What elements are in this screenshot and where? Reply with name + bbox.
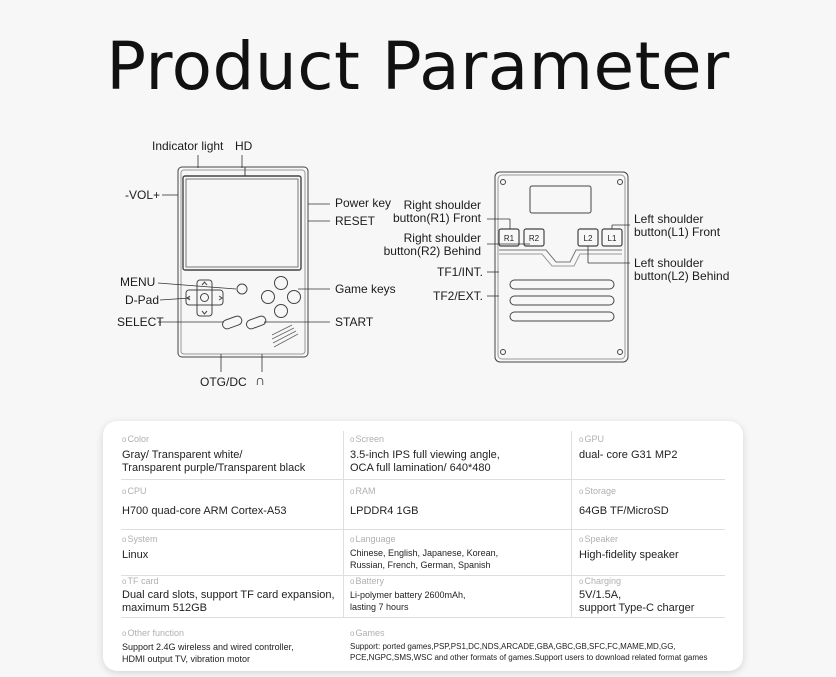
reset-label: RESET	[335, 214, 376, 228]
spec-other-function	[122, 628, 337, 665]
spec-value: High-fidelity speaker	[579, 549, 679, 561]
spec-key: o Other function	[122, 628, 337, 638]
spec-key: o Screen	[350, 434, 565, 444]
spec-value: 5V/1.5A, support Type-C charger	[579, 589, 695, 614]
hd-label: HD	[235, 139, 253, 153]
spec-key: o System	[122, 534, 337, 544]
l2-label-line2: button(L2) Behind	[634, 269, 730, 283]
menu-label: MENU	[120, 275, 156, 289]
indicator-light-label: Indicator light	[152, 139, 224, 153]
spec-value: dual- core G31 MP2	[579, 449, 678, 461]
spec-key: o Charging	[579, 576, 739, 586]
spec-storage	[579, 486, 739, 518]
l1-label-line2: button(L1) Front	[634, 225, 721, 239]
l2-label-line1: Left shoulder	[634, 256, 704, 270]
vol-label: -VOL+	[125, 188, 161, 202]
spec-key: o Storage	[579, 486, 739, 496]
l2-text: L2	[583, 234, 593, 243]
spec-value: Support: ported games,PSP,PS1,DC,NDS,ARCADE,GBA,GBC,GB,SFC,FC,MAME,MD,GG, PCE,NGPC,SMS,WSC and other formats of games.Support users to download related format games	[350, 642, 708, 662]
spec-value: Support 2.4G wireless and wired controller, HDMI output TV, vibration motor	[122, 642, 294, 664]
start-label: START	[335, 315, 374, 329]
l1-text: L1	[607, 234, 617, 243]
spec-speaker	[579, 534, 739, 562]
game-keys-label: Game keys	[335, 282, 396, 296]
spec-key: o CPU	[122, 486, 337, 496]
spec-language	[350, 534, 565, 571]
select-label: SELECT	[117, 315, 164, 329]
spec-value: 64GB TF/MicroSD	[579, 505, 669, 517]
spec-charging	[579, 576, 739, 615]
r2-label-line2: button(R2) Behind	[383, 244, 481, 258]
page-title: Product Parameter	[106, 28, 730, 105]
spec-value: Chinese, English, Japanese, Korean, Russian, French, German, Spanish	[350, 548, 499, 570]
spec-value: Li-polymer battery 2600mAh, lasting 7 hours	[350, 590, 466, 612]
power-key-label: Power key	[335, 196, 392, 210]
headphone-icon: ∩	[255, 372, 266, 388]
l1-label-line1: Left shoulder	[634, 212, 704, 226]
r1-text: R1	[503, 234, 515, 243]
spec-value: H700 quad-core ARM Cortex-A53	[122, 505, 287, 517]
spec-value: Linux	[122, 549, 149, 561]
spec-color	[122, 434, 337, 475]
spec-key: o Color	[122, 434, 337, 444]
spec-key: o GPU	[579, 434, 739, 444]
spec-key: o RAM	[350, 486, 565, 496]
spec-value: LPDDR4 1GB	[350, 505, 419, 517]
back-view	[487, 172, 630, 362]
game-keys-icon	[262, 277, 301, 318]
dpad-label: D-Pad	[125, 293, 160, 307]
spec-key: o Battery	[350, 576, 565, 586]
spec-battery	[350, 576, 565, 613]
spec-key: o Games	[350, 628, 735, 638]
spec-value: 3.5-inch IPS full viewing angle, OCA full lamination/ 640*480	[350, 449, 500, 474]
r2-label-line1: Right shoulder	[403, 231, 481, 245]
spec-tf-card	[122, 576, 337, 615]
r2-text: R2	[528, 234, 540, 243]
r1-label-line1: Right shoulder	[403, 198, 481, 212]
spec-ram	[350, 486, 565, 518]
spec-key: o Language	[350, 534, 565, 544]
spec-games	[350, 628, 735, 663]
spec-key: o Speaker	[579, 534, 739, 544]
spec-value: Dual card slots, support TF card expansion, maximum 512GB	[122, 589, 335, 614]
spec-system	[122, 534, 337, 562]
tf2-label: TF2/EXT.	[432, 289, 483, 303]
spec-key: o TF card	[122, 576, 337, 586]
r1-label-line2: button(R1) Front	[392, 211, 481, 225]
tf1-label: TF1/INT.	[436, 265, 483, 279]
spec-value: Gray/ Transparent white/ Transparent purple/Transparent black	[122, 449, 306, 474]
spec-screen	[350, 434, 565, 475]
spec-gpu	[579, 434, 739, 462]
spec-table	[103, 421, 743, 671]
front-view	[158, 155, 330, 372]
otg-dc-label: OTG/DC	[200, 375, 247, 389]
spec-cpu	[122, 486, 337, 518]
